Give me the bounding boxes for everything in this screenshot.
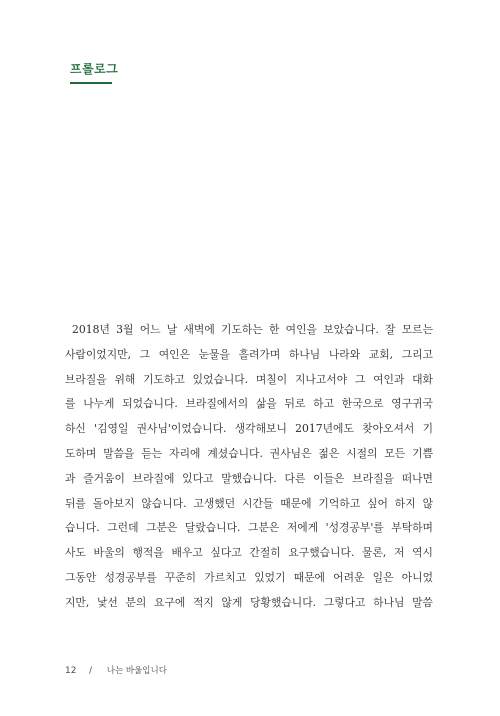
section-title xyxy=(70,60,118,84)
body-line: 습니다. 그런데 그분은 달랐습니다. 그분은 저에게 '성경공부'를 부탁하며 xyxy=(65,521,433,535)
body-text xyxy=(65,318,433,616)
body-line: 그동안 성경공부를 꾸준히 가르치고 있었기 때문에 어려운 일은 아니었 xyxy=(65,570,433,584)
body-line: 사람이었지만, 그 여인은 눈물을 흘려가며 하나님 나라와 교회, 그리고 xyxy=(65,347,433,361)
body-line: 뒤를 돌아보지 않습니다. 고생했던 시간들 때문에 기억하고 싶어 하지 않 xyxy=(65,496,433,510)
body-line: 를 나누게 되었습니다. 브라질에서의 삶을 뒤로 하고 한국으로 영구귀국 xyxy=(65,397,433,411)
body-line: 과 즐거움이 브라질에 있다고 말했습니다. 다른 이들은 브라질을 떠나면 xyxy=(65,471,433,485)
body-line: 지만, 낯선 분의 요구에 적지 않게 당황했습니다. 그렇다고 하나님 말씀 xyxy=(65,595,433,609)
page-number: 12 xyxy=(65,666,77,676)
body-line: 도하며 말씀을 듣는 자리에 계셨습니다. 권사님은 젊은 시절의 모든 기쁨 xyxy=(65,446,433,460)
body-line: 사도 바울의 행적을 배우고 싶다고 간절히 요구했습니다. 물론, 저 역시 xyxy=(65,546,433,560)
footer-separator: / xyxy=(89,666,93,676)
section-title-text: 프롤로그 xyxy=(70,62,119,76)
page-footer xyxy=(65,664,167,676)
body-line: 하신 '김영일 권사님'이었습니다. 생각해보니 2017년에도 찾아오셔서 기 xyxy=(65,422,433,436)
body-line: 2018년 3월 어느 날 새벽에 기도하는 한 여인을 보았습니다. 잘 모르는 xyxy=(72,323,433,336)
body-line: 브라질을 위해 기도하고 있었습니다. 며칠이 지나고서야 그 여인과 대화 xyxy=(65,372,433,386)
section-title-underline xyxy=(70,82,112,84)
book-title: 나는 바울입니다 xyxy=(106,666,167,676)
